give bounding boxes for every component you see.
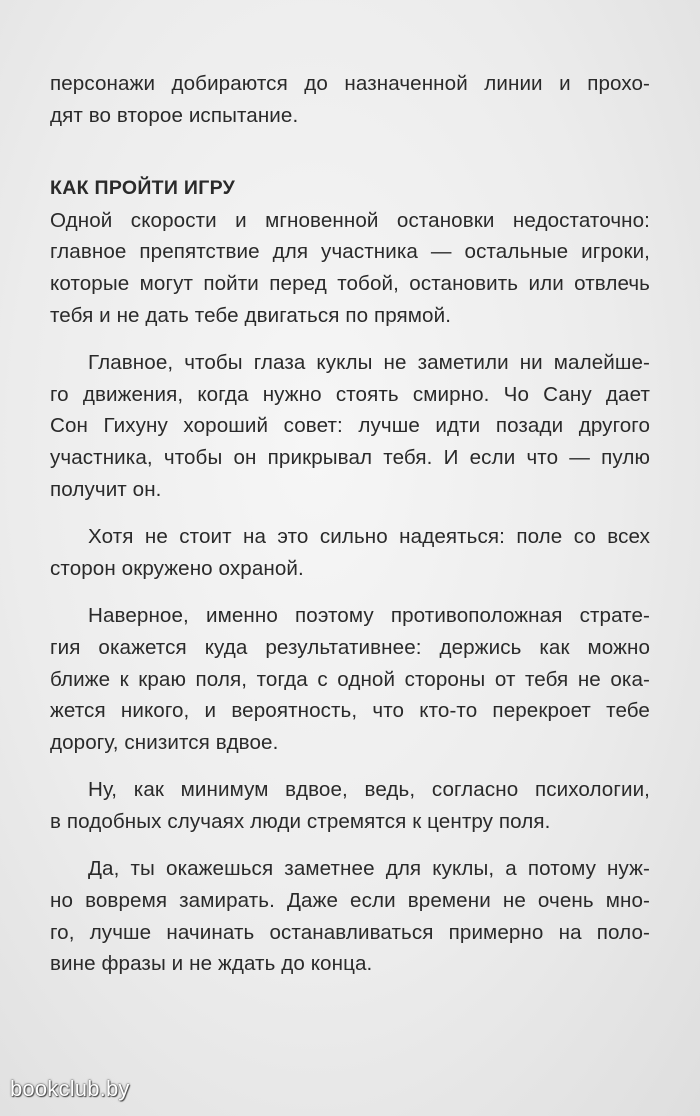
paragraph-line: Да, ты окажешься заметнее для куклы, а потому нуж- — [88, 857, 650, 881]
section-heading: КАК ПРОЙТИ ИГРУ — [50, 177, 236, 200]
intro-line: дят во второе испытание. — [50, 103, 299, 127]
paragraph-line: главное препятствие для участника — остальные игроки, — [50, 240, 650, 264]
paragraph — [50, 600, 650, 758]
paragraph-line: участника, чтобы он прикрывал тебя. И если что — пулю — [50, 445, 650, 469]
paragraph-line: ближе к краю поля, тогда с одной стороны от тебя не ока- — [50, 667, 650, 691]
paragraph-line: получит он. — [50, 477, 162, 501]
paragraph-line: Одной скорости и мгновенной остановки недостаточно: — [50, 208, 650, 232]
paragraph-line: Хотя не стоит на это сильно надеяться: поле со всех — [88, 525, 650, 549]
paragraph-line: го движения, когда нужно стоять смирно. Чо Сану дает — [50, 382, 650, 406]
site-watermark: bookclub.by — [10, 1076, 130, 1101]
paragraph — [50, 347, 650, 505]
page-text — [50, 68, 650, 980]
paragraph-line: Наверное, именно поэтому противоположная страте- — [88, 604, 650, 628]
paragraph-line: дорогу, снизится вдвое. — [50, 730, 279, 754]
paragraph-line: сторон окружено охраной. — [50, 556, 304, 580]
paragraph — [50, 521, 650, 584]
paragraph-line: в подобных случаях люди стремятся к центру поля. — [50, 809, 551, 833]
paragraph — [50, 774, 650, 837]
paragraph-line: Ну, как минимум вдвое, ведь, согласно психологии, — [88, 778, 650, 802]
paragraph-line: тебя и не дать тебе двигаться по прямой. — [50, 303, 452, 327]
paragraph-line: вине фразы и не ждать до конца. — [50, 952, 373, 976]
paragraph-line: гия окажется куда результативнее: держись как можно — [50, 635, 650, 659]
paragraph-line: Сон Гихуну хороший совет: лучше идти позади другого — [50, 414, 650, 438]
paragraph-line: жется никого, и вероятность, что кто-то перекроет тебе — [50, 699, 650, 723]
paragraph-line: Главное, чтобы глаза куклы не заметили ни малейше- — [88, 351, 650, 375]
paragraph — [50, 205, 650, 331]
paragraph-line: го, лучше начинать останавливаться примерно на поло- — [50, 920, 650, 944]
paragraph-line: которые могут пойти перед тобой, остановить или отвлечь — [50, 271, 650, 295]
paragraph — [50, 853, 650, 979]
intro-line: персонажи добираются до назначенной линии и прохо- — [50, 72, 650, 95]
paragraph-line: но вовремя замирать. Даже если времени не очень мно- — [50, 889, 650, 913]
